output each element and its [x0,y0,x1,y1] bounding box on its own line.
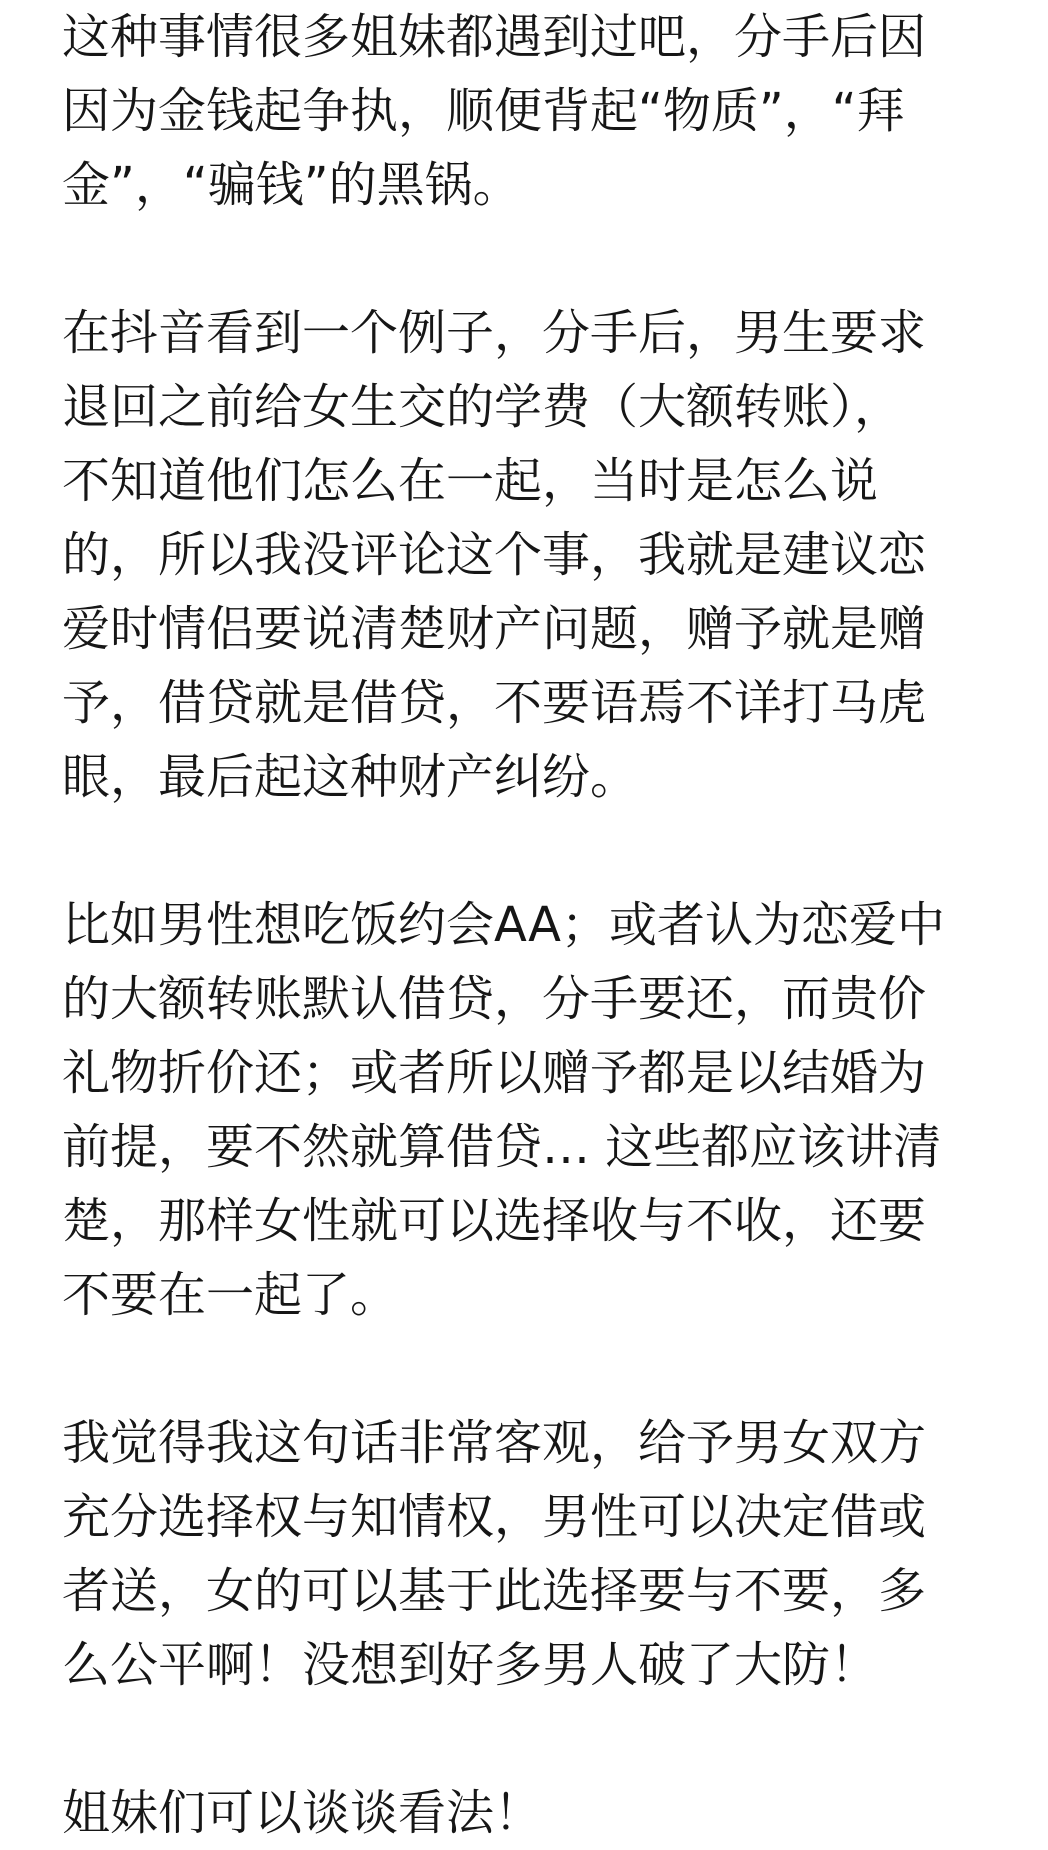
text-line: 金”，“骗钱”的黑锅。 [62,157,521,213]
paragraph-gap [62,1702,1022,1776]
text-line: 比如男性想吃饭约会AA；或者认为恋爱中 [62,897,946,953]
text-line: 这种事情很多姐妹都遇到过吧，分手后因 [62,9,927,65]
paragraph-5 [62,1776,1022,1850]
paragraph-4 [62,1406,1022,1702]
text-line: 姐妹们可以谈谈看法！ [62,1785,543,1841]
post-body [62,0,1022,1850]
text-line: 者送，女的可以基于此选择要与不要，多 [62,1563,927,1619]
text-line: 礼物折价还；或者所以赠予都是以结婚为 [62,1045,927,1101]
text-line: 在抖音看到一个例子，分手后，男生要求 [62,305,927,361]
text-line: 爱时情侣要说清楚财产问题，赠予就是赠 [62,601,927,657]
paragraph-3 [62,888,1022,1332]
text-line: 不知道他们怎么在一起，当时是怎么说 [62,453,879,509]
text-line: 不要在一起了。 [62,1267,399,1323]
text-line: 充分选择权与知情权，男性可以决定借或 [62,1489,927,1545]
paragraph-2 [62,296,1022,814]
text-line: 退回之前给女生交的学费（大额转账）， [62,379,903,435]
text-line: 的，所以我没评论这个事，我就是建议恋 [62,527,927,583]
text-line: 么公平啊！没想到好多男人破了大防！ [62,1637,879,1693]
paragraph-gap [62,1332,1022,1406]
paragraph-gap [62,814,1022,888]
text-line: 予，借贷就是借贷，不要语焉不详打马虎 [62,675,927,731]
text-line: 眼，最后起这种财产纠纷。 [62,749,639,805]
paragraph-1 [62,0,1022,222]
text-line: 前提，要不然就算借贷… 这些都应该讲清 [62,1119,942,1175]
text-line: 因为金钱起争执，顺便背起“物质”，“拜 [62,83,905,139]
text-line: 我觉得我这句话非常客观，给予男女双方 [62,1415,927,1471]
text-line: 的大额转账默认借贷，分手要还，而贵价 [62,971,927,1027]
paragraph-gap [62,222,1022,296]
text-line: 楚，那样女性就可以选择收与不收，还要 [62,1193,927,1249]
